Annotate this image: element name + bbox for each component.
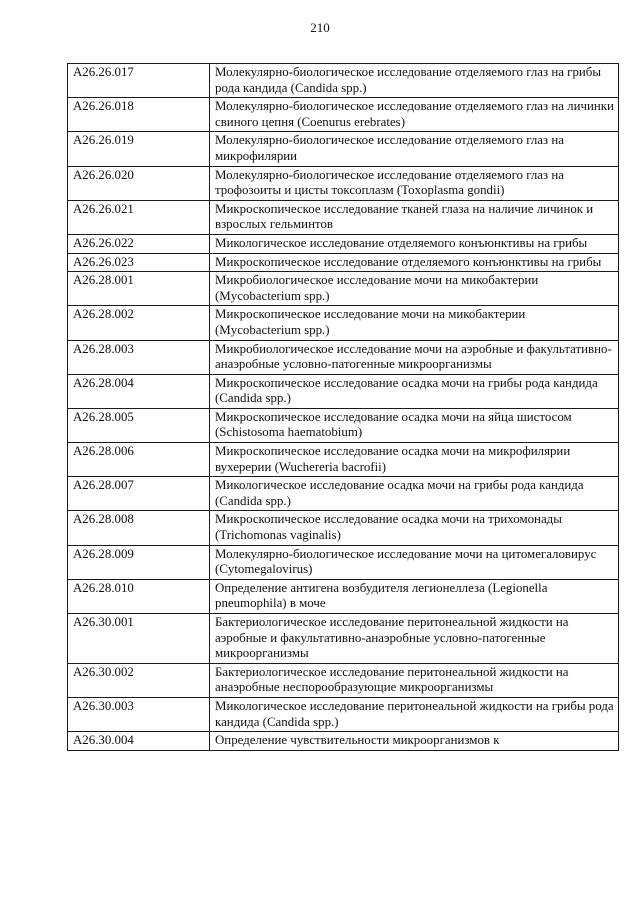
procedure-codes-table [67, 63, 619, 751]
table-row [68, 511, 619, 545]
procedure-code-cell: A26.28.005 [68, 408, 210, 442]
procedure-description-cell: Молекулярно-биологическое исследование отделяемого глаз на трофозоиты и цисты токсоплазм (Toxoplasma gondii) [210, 166, 619, 200]
table-row [68, 340, 619, 374]
table-row [68, 98, 619, 132]
table-row [68, 234, 619, 253]
procedure-code-cell: A26.30.003 [68, 697, 210, 731]
procedure-description-cell: Микроскопическое исследование мочи на микобактерии (Mycobacterium spp.) [210, 306, 619, 340]
table-row [68, 545, 619, 579]
table-row [68, 697, 619, 731]
procedure-code-cell: A26.26.020 [68, 166, 210, 200]
table-row [68, 132, 619, 166]
table-row [68, 374, 619, 408]
procedure-description-cell: Микологическое исследование осадка мочи на грибы рода кандида (Candida spp.) [210, 477, 619, 511]
table-row [68, 443, 619, 477]
procedure-description-cell: Бактериологическое исследование перитонеальной жидкости на анаэробные неспорообразующие микроорганизмы [210, 663, 619, 697]
table-row [68, 614, 619, 664]
procedure-description-cell: Определение антигена возбудителя легионеллеза (Legionella pneumophila) в моче [210, 579, 619, 613]
procedure-code-cell: A26.30.001 [68, 614, 210, 664]
procedure-code-cell: A26.28.001 [68, 272, 210, 306]
procedure-description-cell: Молекулярно-биологическое исследование отделяемого глаз на микрофилярии [210, 132, 619, 166]
procedure-description-cell: Молекулярно-биологическое исследование мочи на цитомегаловирус (Cytomegalovirus) [210, 545, 619, 579]
procedure-description-cell: Микроскопическое исследование осадка мочи на микрофилярии вухерерии (Wuchereria bacrofii) [210, 443, 619, 477]
procedure-code-cell: A26.28.006 [68, 443, 210, 477]
table-row [68, 732, 619, 751]
procedure-description-cell: Микроскопическое исследование тканей глаза на наличие личинок и взрослых гельминтов [210, 200, 619, 234]
procedure-code-cell: A26.26.022 [68, 234, 210, 253]
procedure-description-cell: Бактериологическое исследование перитонеальной жидкости на аэробные и факультативно-анаэробные условно-патогенные микроорганизмы [210, 614, 619, 664]
table-row [68, 253, 619, 272]
procedure-code-cell: A26.28.009 [68, 545, 210, 579]
procedure-code-cell: A26.28.007 [68, 477, 210, 511]
procedure-description-cell: Микроскопическое исследование осадка мочи на яйца шистосом (Schistosoma haematobium) [210, 408, 619, 442]
procedure-code-cell: A26.30.004 [68, 732, 210, 751]
table-row [68, 272, 619, 306]
table-row [68, 663, 619, 697]
table-row [68, 64, 619, 98]
table-row [68, 477, 619, 511]
procedure-code-cell: A26.26.023 [68, 253, 210, 272]
procedure-code-cell: A26.28.008 [68, 511, 210, 545]
procedure-code-cell: A26.26.021 [68, 200, 210, 234]
procedure-description-cell: Микроскопическое исследование осадка мочи на грибы рода кандида (Candida spp.) [210, 374, 619, 408]
table-row [68, 306, 619, 340]
procedure-description-cell: Микробиологическое исследование мочи на микобактерии (Mycobacterium spp.) [210, 272, 619, 306]
procedure-description-cell: Молекулярно-биологическое исследование отделяемого глаз на личинки свиного цепня (Coenurus erebrates) [210, 98, 619, 132]
table-row [68, 579, 619, 613]
procedure-description-cell: Микологическое исследование перитонеальной жидкости на грибы рода кандида (Candida spp.) [210, 697, 619, 731]
page-number: 210 [310, 20, 330, 35]
procedure-description-cell: Определение чувствительности микроорганизмов к [210, 732, 619, 751]
procedure-code-cell: A26.28.003 [68, 340, 210, 374]
procedure-description-cell: Микроскопическое исследование отделяемого конъюнктивы на грибы [210, 253, 619, 272]
procedure-description-cell: Микологическое исследование отделяемого конъюнктивы на грибы [210, 234, 619, 253]
procedure-code-cell: A26.28.010 [68, 579, 210, 613]
procedure-code-cell: A26.26.018 [68, 98, 210, 132]
procedure-code-cell: A26.30.002 [68, 663, 210, 697]
procedure-code-cell: A26.28.002 [68, 306, 210, 340]
procedure-code-cell: A26.28.004 [68, 374, 210, 408]
procedure-codes-table-body [68, 64, 619, 751]
table-row [68, 200, 619, 234]
procedure-description-cell: Микроскопическое исследование осадка мочи на трихомонады (Trichomonas vaginalis) [210, 511, 619, 545]
procedure-description-cell: Молекулярно-биологическое исследование отделяемого глаз на грибы рода кандида (Candida spp.) [210, 64, 619, 98]
procedure-code-cell: A26.26.017 [68, 64, 210, 98]
procedure-description-cell: Микробиологическое исследование мочи на аэробные и факультативно-анаэробные условно-патогенные микроорганизмы [210, 340, 619, 374]
procedure-code-cell: A26.26.019 [68, 132, 210, 166]
table-row [68, 166, 619, 200]
table-row [68, 408, 619, 442]
